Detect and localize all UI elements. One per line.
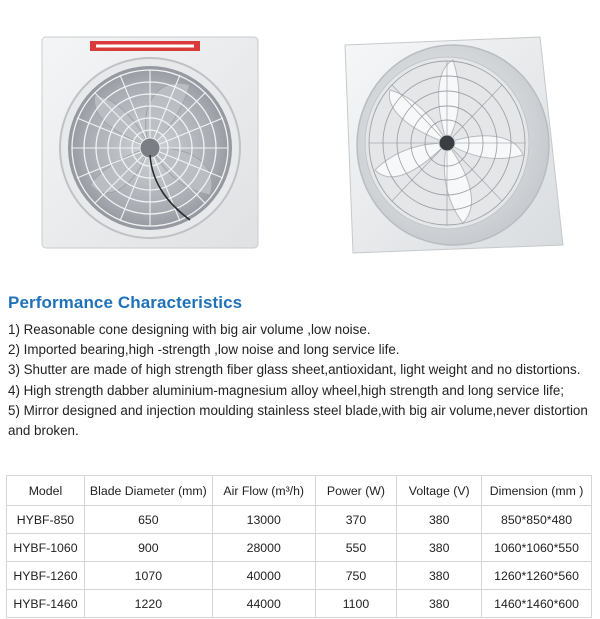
cell-air-flow: 13000 [212,506,315,534]
table-row [7,534,592,562]
feature-list [8,320,594,441]
cell-power: 1100 [315,590,397,618]
cell-dimension: 1060*1060*550 [482,534,592,562]
column-header-blade-diameter: Blade Diameter (mm) [84,476,212,506]
cell-blade-diameter: 1070 [84,562,212,590]
cell-model: HYBF-850 [7,506,85,534]
cell-model: HYBF-1460 [7,590,85,618]
column-header-power: Power (W) [315,476,397,506]
table-row [7,506,592,534]
cell-dimension: 850*850*480 [482,506,592,534]
product-photos [0,0,600,280]
cell-voltage: 380 [397,534,482,562]
cell-power: 750 [315,562,397,590]
cell-voltage: 380 [397,506,482,534]
cell-air-flow: 40000 [212,562,315,590]
column-header-voltage: Voltage (V) [397,476,482,506]
table-header-row [7,476,592,506]
cell-power: 550 [315,534,397,562]
exhaust-fan-front-photo [40,35,260,250]
table-row [7,562,592,590]
cell-air-flow: 28000 [212,534,315,562]
feature-item: 1) Reasonable cone designing with big air volume ,low noise. [8,322,371,337]
cell-power: 370 [315,506,397,534]
cell-dimension: 1260*1260*560 [482,562,592,590]
cell-blade-diameter: 900 [84,534,212,562]
column-header-dimension: Dimension (mm ) [482,476,592,506]
cone-fan-angled-photo [335,35,565,255]
column-header-model: Model [7,476,85,506]
cell-air-flow: 44000 [212,590,315,618]
cell-voltage: 380 [397,590,482,618]
specification-table [6,475,592,618]
table-row [7,590,592,618]
cell-blade-diameter: 650 [84,506,212,534]
cell-blade-diameter: 1220 [84,590,212,618]
feature-item: 5) Mirror designed and injection moulding stainless steel blade,with big air volume,never distortion and broken. [8,402,588,439]
feature-item: 2) Imported bearing,high -strength ,low noise and long service life. [8,342,400,358]
cell-voltage: 380 [397,562,482,590]
feature-item: 3) Shutter are made of high strength fiber glass sheet,antioxidant, light weight and no distortions. [8,362,581,378]
cell-model: HYBF-1260 [7,562,85,590]
cell-dimension: 1460*1460*600 [482,590,592,618]
section-title: Performance Characteristics [8,293,243,312]
cell-model: HYBF-1060 [7,534,85,562]
feature-item: 4) High strength dabber aluminium-magnesium alloy wheel,high strength and long service life; [8,382,565,398]
column-header-air-flow: Air Flow (m³/h) [212,476,315,506]
